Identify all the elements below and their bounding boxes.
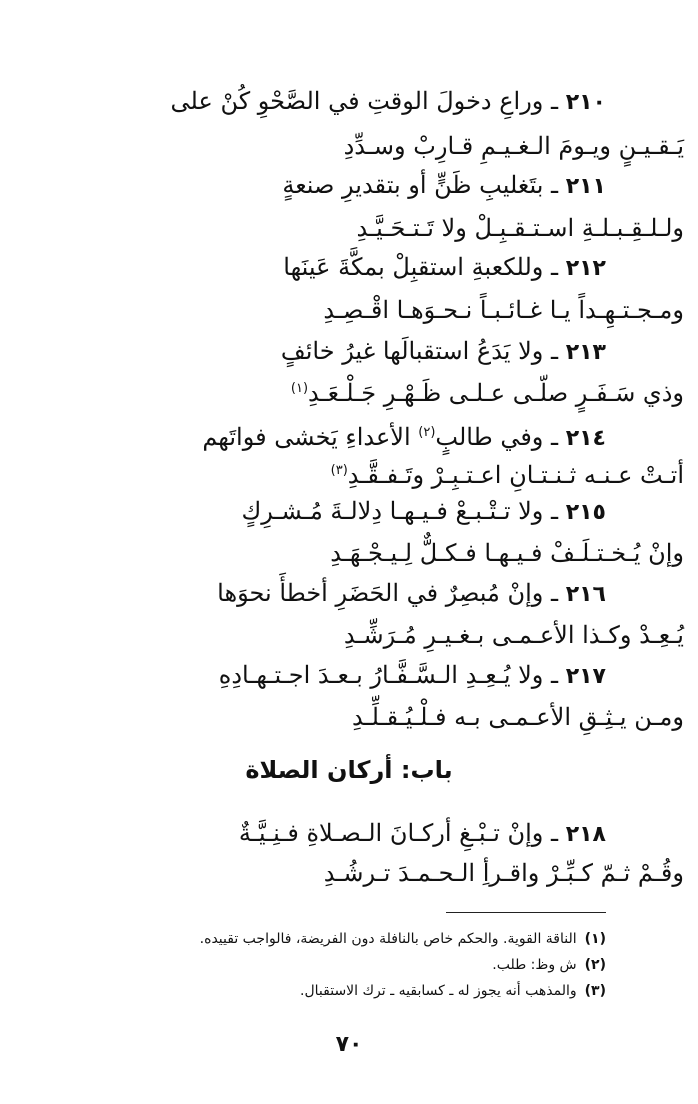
page-number: ٧٠ bbox=[335, 1032, 363, 1057]
verse-211-line-2: ولـلـقِـبـلـةِ اسـتـقـبِـلْ ولا تَـتـحَـيَّـدِ bbox=[356, 214, 684, 242]
verse-text: ـ وللكعبةِ استقبِلْ بمكَّةَ عَينَها bbox=[283, 253, 559, 281]
verse-number: ٢١٧ bbox=[565, 664, 606, 689]
section-heading: باب: أركان الصلاة bbox=[245, 756, 453, 784]
footnote-separator bbox=[446, 912, 606, 913]
verse-214-line-1 bbox=[202, 418, 606, 454]
footnote-2 bbox=[492, 956, 606, 974]
verse-218-line-2: وقُـمْ ثـمّ كـبِّـرْ واقـرأِ الـحـمـدَ تـرشُـدِ bbox=[323, 859, 684, 887]
verse-text: ـ ولا يَدَعُ استقبالَها غيرُ خائفٍ bbox=[280, 337, 559, 365]
verse-number: ٢١٨ bbox=[565, 822, 606, 847]
footnote-marker: (١) bbox=[290, 381, 309, 396]
verse-218-line-1 bbox=[239, 818, 606, 850]
footnote-3 bbox=[300, 982, 606, 1000]
footnote-marker: (٣) bbox=[330, 463, 348, 478]
verse-text: ـ ولا يُـعِـدِ الـسَّـفَّـارُ بـعـدَ اجـتـهـادِهِ bbox=[218, 661, 559, 689]
verse-216-line-2: يُـعِـدْ وكـذا الأعـمـى بـغـيـرِ مُـرَشِّـدِ bbox=[343, 621, 684, 649]
verse-text: ـ وإنْ تـبْـغِ أركـانَ الـصـلاةِ فـنِـيَّـةٌ bbox=[238, 819, 559, 847]
verse-text: ـ وراعِ دخولَ الوقتِ في الصَّحْوِ كُنْ على bbox=[170, 87, 559, 115]
footnote-marker: (٢) bbox=[418, 425, 436, 440]
verse-210-line-2: يَـقـيـنٍ ويـومَ الـغـيـمِ قـارِبْ وسـدِّدِ bbox=[343, 132, 684, 160]
footnote-text: ش وظ: طلب. bbox=[492, 957, 577, 973]
verse-215-line-1 bbox=[241, 496, 606, 528]
verse-text: ـ وفي طالبٍ bbox=[435, 423, 559, 451]
verse-210-line-1 bbox=[171, 86, 606, 118]
verse-211-line-1 bbox=[282, 170, 606, 202]
verse-number: ٢١٠ bbox=[565, 90, 606, 115]
verse-217-line-2: ومـن يـثِـقِ الأعـمـى بـه فـلْـيُـقـلِّـدِ bbox=[352, 703, 684, 731]
verse-text: وذي سَـفَـرٍ صلّـى عـلـى ظَـهْـرِ جَـلْـعَـدِ bbox=[308, 379, 684, 407]
verse-number: ٢١٥ bbox=[565, 500, 606, 525]
verse-number: ٢١٤ bbox=[565, 426, 606, 451]
footnote-text: والمذهب أنه يجوز له ـ كسابقيه ـ ترك الاستقبال. bbox=[300, 983, 577, 999]
verse-217-line-1 bbox=[219, 660, 606, 692]
footnote-number: (٣) bbox=[584, 983, 606, 999]
verse-213-line-2 bbox=[291, 374, 684, 408]
footnote-number: (٢) bbox=[584, 957, 606, 973]
verse-number: ٢١٢ bbox=[565, 256, 606, 281]
verse-text: ـ بتَغليبِ ظَنٍّ أو بتقديرِ صنعةٍ bbox=[282, 171, 559, 199]
verse-213-line-1 bbox=[281, 336, 606, 368]
footnote-text: الناقة القوية. والحكم خاص بالنافلة دون الفريضة، فالواجب تقييده. bbox=[199, 931, 577, 947]
footnote-1 bbox=[200, 930, 606, 948]
verse-number: ٢١٣ bbox=[565, 340, 606, 365]
verse-text: أتـتْ عـنـه ثـنـتـانِ اعـتـبِـرْ وتَـفـقَّـدِ bbox=[347, 461, 684, 489]
footnote-number: (١) bbox=[584, 931, 606, 947]
verse-number: ٢١٦ bbox=[565, 582, 606, 607]
verse-215-line-2: وإنْ يُـخـتـلَـفْ فـيـهـا فـكـلٌّ لِـيـجْـهَـدِ bbox=[330, 539, 684, 567]
verse-212-line-1 bbox=[283, 252, 606, 284]
verse-216-line-1 bbox=[217, 578, 606, 610]
verse-214-line-2 bbox=[331, 456, 684, 490]
verse-text: ـ وإنْ مُبصِرٌ في الحَضَرِ أخطأَ نحوَها bbox=[217, 579, 559, 607]
verse-text: الأعداءِ يَخشى فواتَهم bbox=[202, 423, 419, 451]
verse-212-line-2: ومـجـتـهِـداً يـا غـائـبـاً نـحـوَهـا اقْـصِـدِ bbox=[323, 296, 684, 324]
verse-text: ـ ولا تـتْـبـعْ فـيـهـا دِلالـةَ مُـشـرِكٍ bbox=[241, 497, 559, 525]
verse-number: ٢١١ bbox=[565, 174, 606, 199]
